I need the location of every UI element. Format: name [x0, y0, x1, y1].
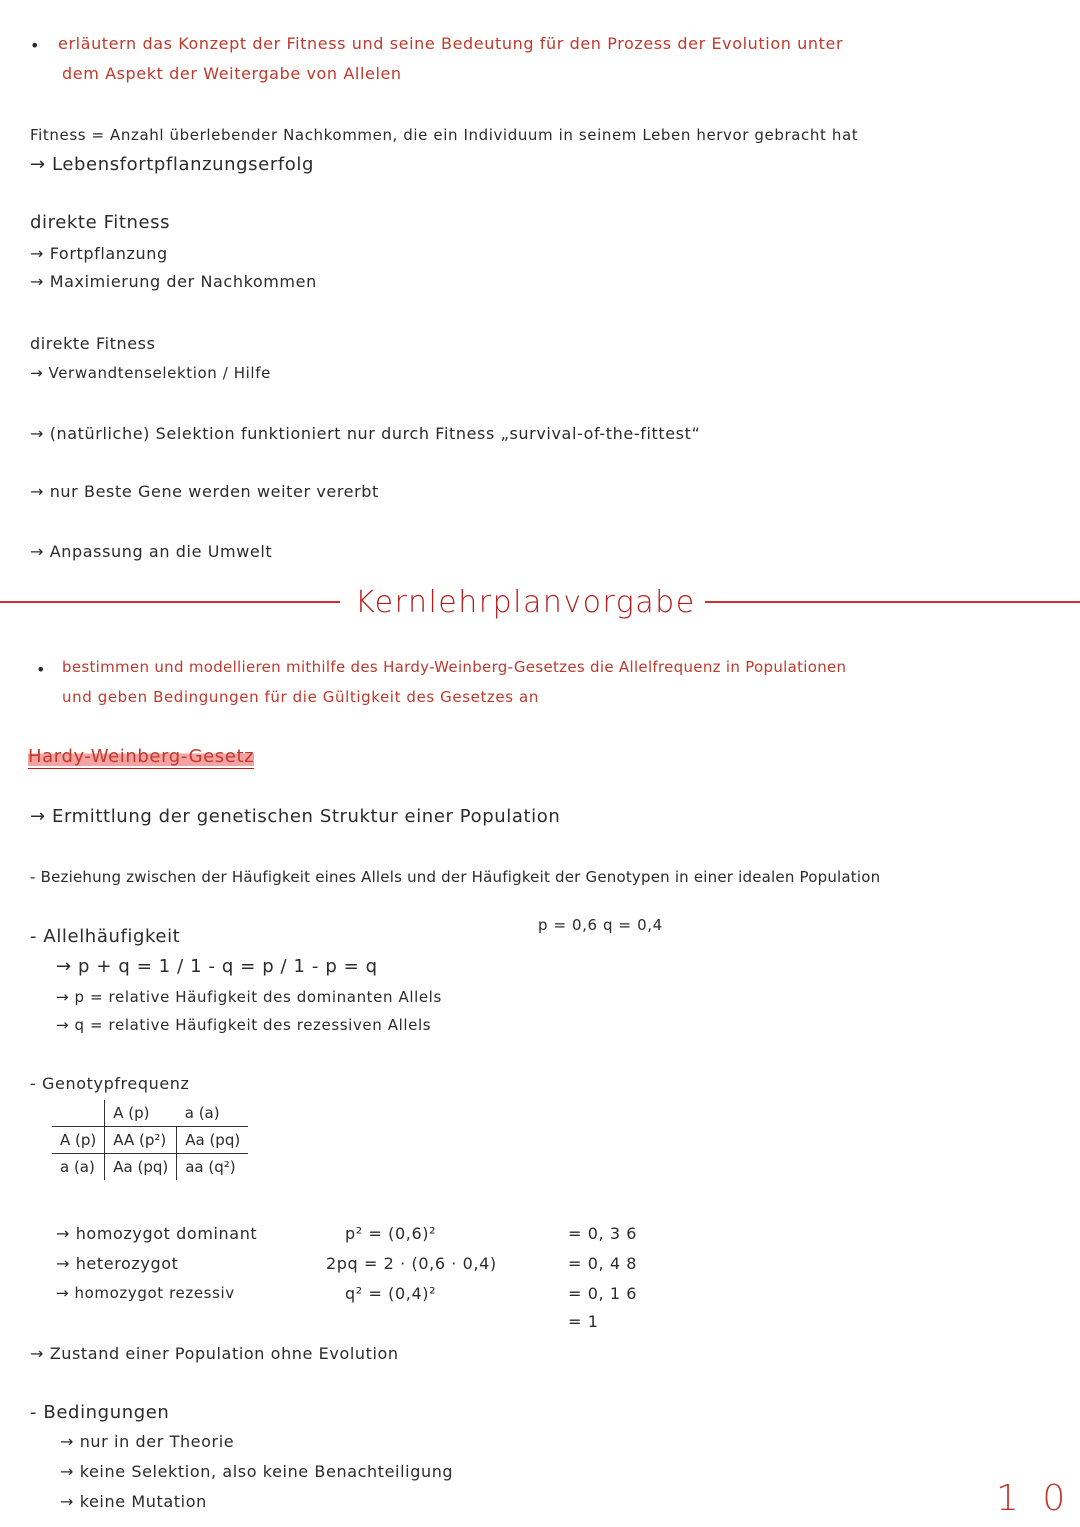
genotype-title: - Genotypfrequenz — [30, 1074, 190, 1093]
objective-line: bestimmen und modellieren mithilfe des Hardy-Weinberg-Gesetzes die Allelfrequenz in Populationen — [62, 658, 847, 676]
allele-p-definition: → p = relative Häufigkeit des dominanten Allels — [56, 988, 442, 1006]
genotype-formula: 2pq = 2 · (0,6 · 0,4) — [326, 1254, 497, 1273]
condition-item: → keine Selektion, also keine Benachteiligung — [60, 1462, 454, 1481]
table-row — [52, 1127, 248, 1154]
adaptation-line: → Anpassung an die Umwelt — [30, 542, 273, 561]
table-cell: Aa (pq) — [105, 1154, 177, 1181]
bullet: • — [30, 36, 40, 55]
conditions-title: - Bedingungen — [30, 1402, 170, 1423]
table-row — [52, 1154, 248, 1181]
direct-fitness-title: direkte Fitness — [30, 212, 171, 233]
genotype-formula: p² = (0,6)² — [345, 1224, 437, 1243]
objective-line: erläutern das Konzept der Fitness und seine Bedeutung für den Prozess der Evolution unter — [58, 34, 844, 53]
table-cell: A (p) — [105, 1100, 177, 1127]
condition-item: → keine Mutation — [60, 1492, 207, 1511]
no-evolution-line: → Zustand einer Population ohne Evolution — [30, 1344, 399, 1363]
divider-right — [705, 601, 1080, 603]
genotype-type: → homozygot dominant — [56, 1224, 258, 1243]
allele-values: p = 0,6 q = 0,4 — [538, 916, 663, 934]
fitness-subline: → Lebensfortpflanzungserfolg — [30, 154, 315, 175]
indirect-fitness-item: → Verwandtenselektion / Hilfe — [30, 364, 271, 382]
table-row — [52, 1100, 248, 1127]
genotype-type: → homozygot rezessiv — [56, 1284, 235, 1302]
objective-line: und geben Bedingungen für die Gültigkeit des Gesetzes an — [62, 688, 539, 706]
selection-line: → (natürliche) Selektion funktioniert nur durch Fitness „survival-of-the-fittest“ — [30, 424, 701, 443]
allele-q-definition: → q = relative Häufigkeit des rezessiven Allels — [56, 1016, 432, 1034]
relation-line: - Beziehung zwischen der Häufigkeit eines Allels und der Häufigkeit der Genotypen in einer idealen Population — [30, 868, 881, 886]
condition-item: → nur in der Theorie — [60, 1432, 235, 1451]
table-cell — [52, 1100, 105, 1127]
genotype-result: = 0, 4 8 — [568, 1254, 638, 1273]
table-cell: AA (p²) — [105, 1127, 177, 1154]
divider-left — [0, 601, 340, 603]
table-cell: Aa (pq) — [177, 1127, 248, 1154]
allele-formula: → p + q = 1 / 1 - q = p / 1 - p = q — [56, 956, 378, 977]
law-title — [28, 746, 254, 767]
genes-line: → nur Beste Gene werden weiter vererbt — [30, 482, 379, 501]
genotype-result: = 0, 1 6 — [568, 1284, 638, 1303]
genotype-formula: q² = (0,4)² — [345, 1284, 437, 1303]
direct-fitness-item: → Fortpflanzung — [30, 244, 168, 263]
table-cell: a (a) — [177, 1100, 248, 1127]
purpose-line: → Ermittlung der genetischen Struktur einer Population — [30, 806, 561, 827]
genotype-result-sum: = 1 — [568, 1312, 599, 1331]
table-cell: aa (q²) — [185, 1158, 236, 1176]
genotype-result: = 0, 3 6 — [568, 1224, 638, 1243]
page-number: 1 0 — [996, 1478, 1072, 1519]
bullet: • — [36, 660, 46, 679]
allele-title: - Allelhäufigkeit — [30, 926, 181, 947]
direct-fitness-item: → Maximierung der Nachkommen — [30, 272, 317, 291]
objective-line: dem Aspekt der Weitergabe von Allelen — [62, 64, 402, 83]
table-cell: A (p) — [52, 1127, 105, 1154]
fitness-definition: Fitness = Anzahl überlebender Nachkommen, die ein Individuum in seinem Leben hervor gebracht hat — [30, 126, 859, 144]
table-cell: a (a) — [52, 1154, 105, 1181]
law-title-text: Hardy-Weinberg-Gesetz — [28, 746, 255, 767]
genotype-table — [52, 1100, 248, 1180]
genotype-type: → heterozygot — [56, 1254, 179, 1273]
section-headline: Kernlehrplanvorgabe — [355, 585, 696, 620]
indirect-fitness-title: direkte Fitness — [30, 334, 156, 353]
